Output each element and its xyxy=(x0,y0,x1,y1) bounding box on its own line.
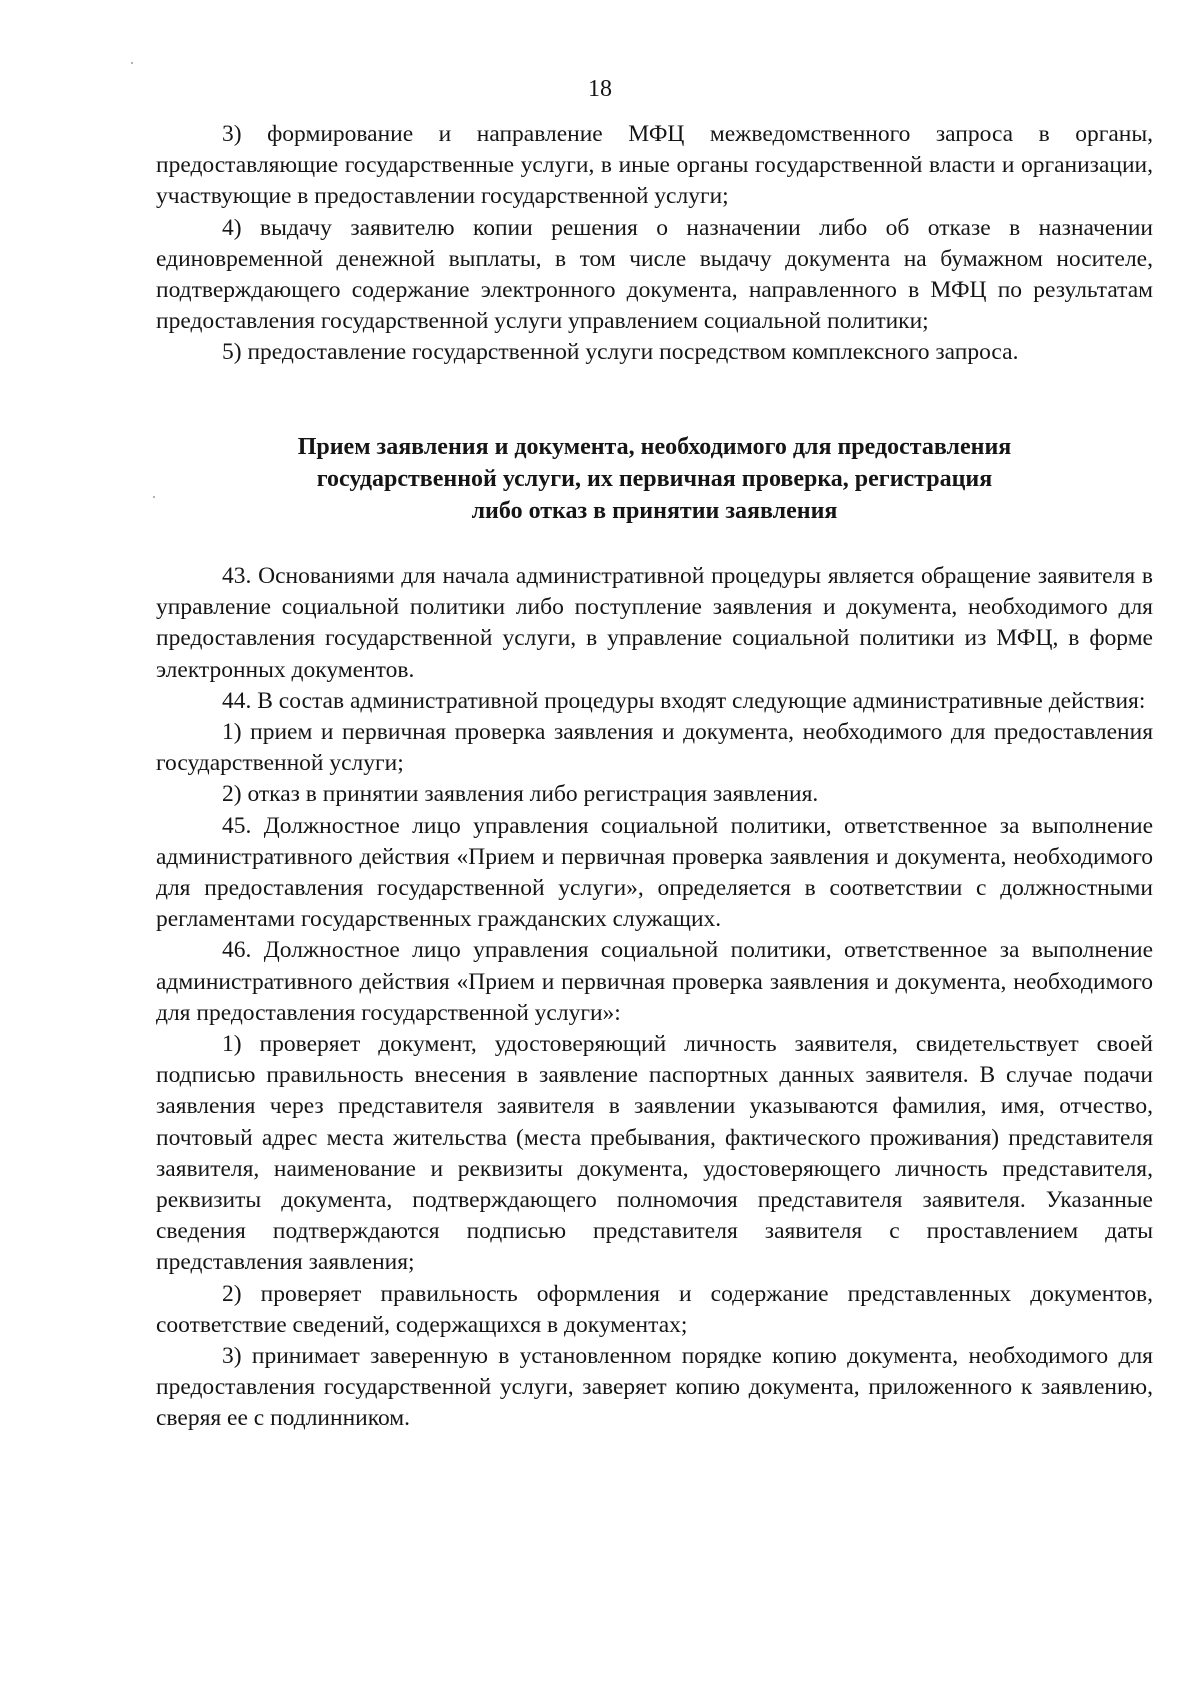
section-body xyxy=(156,561,1153,1435)
paragraph-44: 44. В состав административной процедуры входят следующие административные действия: xyxy=(222,687,1146,714)
section-heading xyxy=(156,431,1153,527)
list-item: 5) предоставление государственной услуги посредством комплексного запроса. xyxy=(222,339,1019,366)
list-item: 3) принимает заверенную в установленном порядке копию документа, необходимого для предоставления государственной услуги, заверяет копию документа, приложенного к заявлению, сверяя ее с подлинником. xyxy=(156,1343,1153,1432)
intro-list xyxy=(156,119,1153,369)
paragraph-45: 45. Должностное лицо управления социальной политики, ответственное за выполнение административного действия «Прием и первичная проверка заявления и документа, необходимого для предоставления государственной услуги», определяется в соответствии с должностными регламентами государственных гражданских служащих. xyxy=(156,812,1153,933)
list-item: 2) проверяет правильность оформления и содержание представленных документов, соответствие сведений, содержащихся в документах; xyxy=(156,1280,1153,1338)
paragraph-43: 43. Основаниями для начала административной процедуры является обращение заявителя в управление социальной политики либо поступление заявления и документа, необходимого для предоставления государственной услуги, в управление социальной политики из МФЦ, в форме электронных документов. xyxy=(156,563,1153,683)
list-item: 1) прием и первичная проверка заявления и документа, необходимого для предоставления государственной услуги; xyxy=(156,719,1153,777)
heading-line: Прием заявления и документа, необходимого для предоставления xyxy=(297,434,1012,460)
scan-speck xyxy=(131,62,133,64)
scan-speck xyxy=(153,496,155,498)
list-item: 2) отказ в принятии заявления либо регистрация заявления. xyxy=(222,781,819,808)
paragraph-46: 46. Должностное лицо управления социальной политики, ответственное за выполнение административного действия «Прием и первичная проверка заявления и документа, необходимого для предоставления государственной услуги»: xyxy=(156,937,1153,1026)
list-item: 3) формирование и направление МФЦ межведомственного запроса в органы, предоставляющие государственные услуги, в иные органы государственной власти и организации, участвующие в предоставлении государственной услуги; xyxy=(156,121,1153,210)
list-item: 4) выдачу заявителю копии решения о назначении либо об отказе в назначении единовременной денежной выплаты, в том числе выдачу документа на бумажном носителе, подтверждающего содержание электронного документа, направленного в МФЦ по результатам предоставления государственной услуги управлением социальной политики; xyxy=(156,214,1153,335)
heading-line: либо отказ в принятии заявления xyxy=(471,498,838,524)
heading-line: государственной услуги, их первичная проверка, регистрация xyxy=(316,466,993,492)
page-number: 18 xyxy=(588,76,612,102)
list-item: 1) проверяет документ, удостоверяющий личность заявителя, свидетельствует своей подписью правильность внесения в заявление паспортных данных заявителя. В случае подачи заявления через представителя заявителя в заявлении указываются фамилия, имя, отчество, почтовый адрес места жительства (места пребывания, фактического проживания) представителя заявителя, наименование и реквизиты документа, удостоверяющего личность представителя, реквизиты документа, подтверждающего полномочия представителя заявителя. Указанные сведения подтверждаются подписью представителя заявителя с проставлением даты представления заявления; xyxy=(156,1031,1153,1276)
